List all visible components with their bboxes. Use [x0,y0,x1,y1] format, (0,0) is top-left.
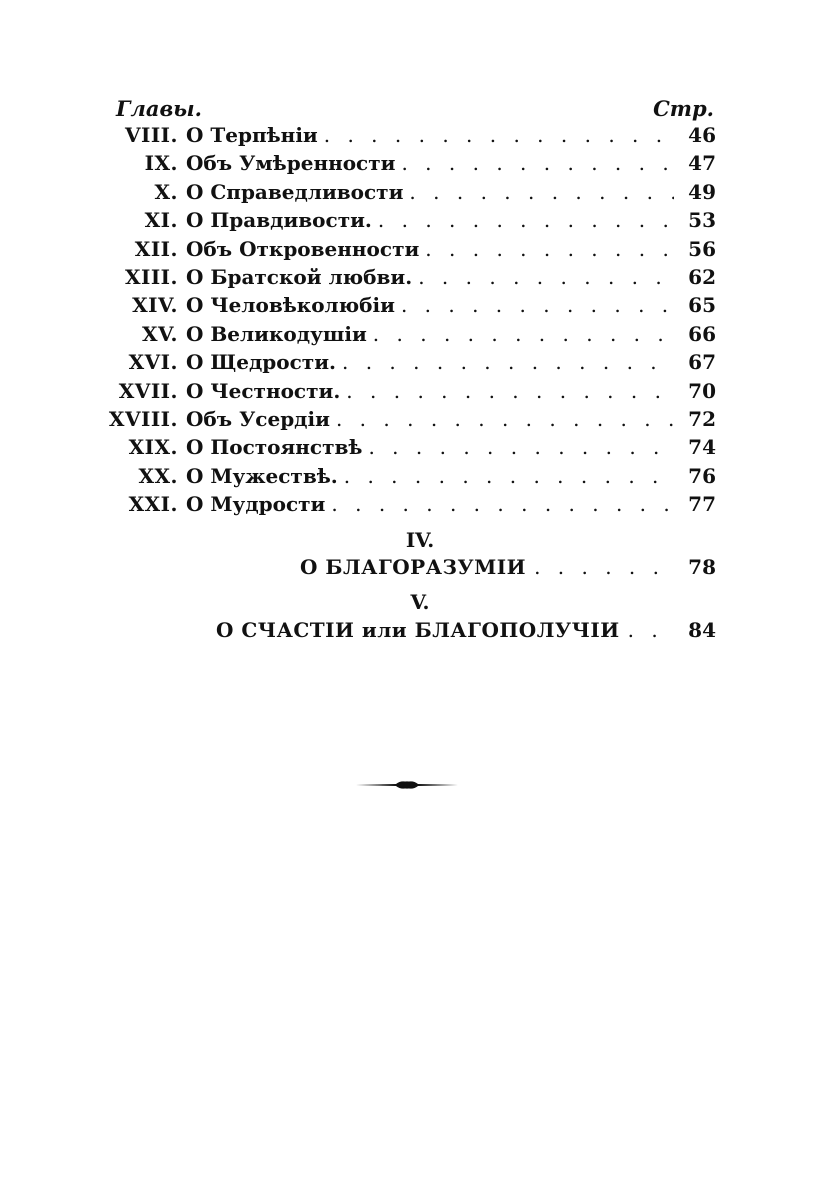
chapter-title: О Братской любви. [186,264,413,289]
page-number: 46 [688,123,716,147]
section-title: О СЧАСТІИ или БЛАГОПОЛУЧІИ [216,618,620,642]
chapters-label: Главы. [116,96,202,121]
chapter-number: XV. [141,321,178,346]
chapter-number: IX. [144,151,178,176]
leader-dots [368,433,674,461]
chapter-number: XIX. [128,435,178,460]
toc-row [0,149,840,177]
page-number: 62 [688,264,716,289]
toc-row [0,235,840,263]
chapter-title: О Постоянствѣ [186,435,363,460]
leader-dots [401,291,674,319]
leader-dots [336,405,674,433]
leader-dots [344,462,674,490]
leader-dots [534,555,674,579]
chapter-number: XIV. [132,293,178,318]
chapter-title: О Великодушіи [186,321,367,346]
leader-dots [342,348,674,376]
chapter-title: О Правдивости. [186,208,372,233]
toc-row [0,121,840,149]
page-number: 53 [688,208,716,233]
toc-row [0,405,840,433]
section-title: О БЛАГОРАЗУМІИ [300,555,527,579]
chapter-title: Объ Усердіи [186,406,330,431]
chapter-number: XIII. [124,264,178,289]
toc-list [0,121,840,518]
toc-row [0,291,840,319]
section-row-iv [0,555,840,587]
page-number: 56 [688,236,716,261]
page-number: 65 [688,293,716,318]
chapter-number: XX. [138,463,178,488]
toc-row [0,178,840,206]
chapter-title: Объ Откровенности [186,236,420,261]
page-number: 66 [688,321,716,346]
leader-dots [373,320,674,348]
page-number: 78 [688,555,716,579]
leader-dots [425,235,674,263]
leader-dots [628,618,674,642]
toc-row [0,377,840,405]
page-number: 49 [688,179,716,204]
leader-dots [346,377,674,405]
toc-row [0,462,840,490]
chapter-title: Объ Умѣренности [186,151,396,176]
chapter-title: О Щедрости. [186,350,336,375]
page-number: 70 [688,378,716,403]
page-number: 77 [688,492,716,517]
leader-dots [331,490,674,518]
chapter-title: О Мудрости [186,492,326,517]
chapter-title: О Человѣколюбіи [186,293,395,318]
page-number: 74 [688,435,716,460]
toc-row [0,433,840,461]
page-number: 76 [688,463,716,488]
section-numeral-v: V. [410,590,430,614]
chapter-number: XI. [144,208,178,233]
page-number: 47 [688,151,716,176]
page-number: 67 [688,350,716,375]
chapter-number: X. [154,179,178,204]
chapter-title: О Терпѣніи [186,123,318,147]
leader-dots [401,149,674,177]
leader-dots [324,121,674,149]
toc-row [0,263,840,291]
leader-dots [378,206,674,234]
chapter-title: О Справедливости [186,179,404,204]
leader-dots [409,178,674,206]
page-number: 84 [688,618,716,642]
section-numeral-iv: IV. [405,528,435,552]
toc-row [0,348,840,376]
ornament-divider-icon [356,778,458,792]
chapter-number: XVIII. [108,406,178,431]
leader-dots [418,263,674,291]
chapter-title: О Мужествѣ. [186,463,338,488]
chapter-title: О Честности. [186,378,341,403]
toc-row [0,490,840,518]
page-number: 72 [688,406,716,431]
chapter-number: XII. [134,236,178,261]
section-row-v [0,618,840,650]
pages-label: Стр. [653,96,714,121]
toc-row [0,320,840,348]
chapter-number: XXI. [128,492,178,517]
chapter-number: XVI. [128,350,178,375]
chapter-number: XVII. [118,378,178,403]
toc-row [0,206,840,234]
chapter-number: VIII. [124,123,178,147]
